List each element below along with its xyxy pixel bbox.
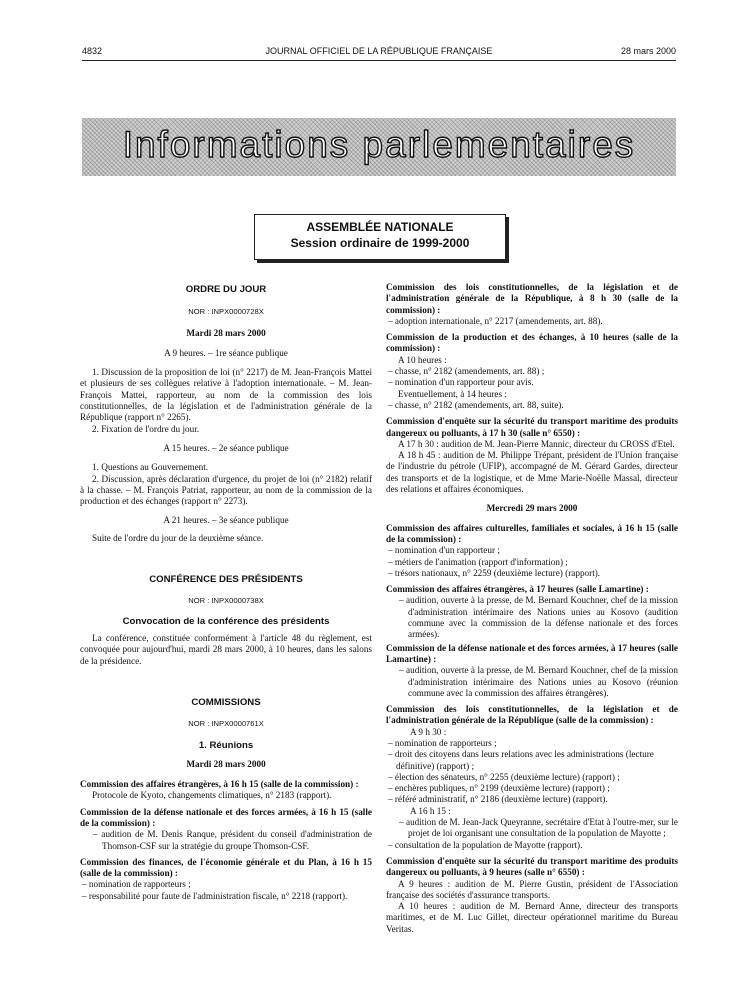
lois-item: – adoption internationale, n° 2217 (amendements, art. 88). bbox=[388, 315, 603, 326]
ordre-nor: NOR : INPX0000728X bbox=[188, 307, 264, 317]
running-header bbox=[82, 46, 676, 60]
session-name: Session ordinaire de 1999-2000 bbox=[290, 236, 470, 250]
lois-title: Commission des lois constitutionnelles, de la législation et de l'administration générale de la République, à 8 h 30 (salle de la commission) : bbox=[386, 282, 678, 315]
culturelles-item-2: – métiers de l'animation (rapport d'information) ; bbox=[388, 556, 568, 567]
reunions-heading: 1. Réunions bbox=[198, 740, 254, 752]
commissions-date: Mardi 28 mars 2000 bbox=[186, 758, 266, 769]
finances-title: Commission des finances, de l'économie générale et du Plan, à 16 h 15 (salle de la commission) : bbox=[80, 856, 372, 879]
production-time-1: A 10 heures : bbox=[398, 354, 447, 365]
conference-nor: NOR : INPX0000738X bbox=[188, 596, 264, 606]
lois2-title: Commission des lois constitutionnelles, de la législation et de l'administration générale de la République (salle de la commission) : bbox=[386, 704, 678, 726]
left-column bbox=[80, 282, 372, 902]
lois2-item-2: – droit des citoyens dans leurs relations avec les administrations (lecture définitive) (rapport) ; bbox=[388, 749, 654, 771]
etrangeres-item: Protocole de Kyoto, changements climatiques, n° 2183 (rapport). bbox=[92, 790, 332, 801]
lois2-time-1: A 9 h 30 : bbox=[410, 726, 447, 737]
ordre-item-4: 2. Discussion, après déclaration d'urgence, du projet de loi (n° 2182) relatif à la chasse. – M. François Patriat, rapporteur, au nom de la commission de la production et des échanges (rapport n° 2273). bbox=[80, 473, 372, 507]
seance-1: A 9 heures. – 1re séance publique bbox=[164, 347, 288, 358]
enquete2-title: Commission d'enquête sur la sécurité du transport maritime des produits dangereux ou polluants, à 9 heures (salle n° 6550) : bbox=[386, 855, 678, 878]
ordre-date: Mardi 28 mars 2000 bbox=[186, 327, 266, 338]
ordre-item-3: 1. Questions au Gouvernement. bbox=[92, 462, 209, 473]
journal-title: JOURNAL OFFICIEL DE LA RÉPUBLIQUE FRANÇAISE bbox=[265, 46, 493, 56]
enquete2-p2: A 10 heures : audition de M. Bernard Anne, directeur des transports maritimes, et de M. Luc Gillet, directeur opérationnel maritime du Bureau Veritas. bbox=[386, 901, 678, 934]
lois2-item-4: – enchères publiques, n° 2199 (deuxième lecture) (rapport) ; bbox=[388, 783, 610, 794]
seance-3: A 21 heures. – 3e séance publique bbox=[163, 515, 289, 526]
page-number: 4832 bbox=[82, 46, 103, 56]
ordre-title: ORDRE DU JOUR bbox=[185, 284, 267, 295]
defense2-title: Commission de la défense nationale et des forces armées, à 17 heures (salle Lamartine) : bbox=[386, 642, 678, 664]
etrangeres2-title: Commission des affaires étrangères, à 17 heures (salle Lamartine) : bbox=[386, 584, 649, 595]
commissions-nor: NOR : INPX0000761X bbox=[188, 719, 264, 729]
production-item-3: – chasse, n° 2182 (amendements, art. 88, suite). bbox=[388, 399, 564, 410]
section-banner bbox=[82, 118, 676, 176]
etrangeres2-item: – audition, ouverte à la presse, de M. Bernard Kouchner, chef de la mission d'administration intérimaire des Nations unies au Kosovo (audition commune avec la commission de la défense nationale et des forces armées). bbox=[399, 595, 678, 640]
assembly-name: ASSEMBLÉE NATIONALE bbox=[306, 220, 454, 234]
production-item-1: – chasse, n° 2182 (amendements, art. 88) ; bbox=[388, 366, 545, 377]
enquete1-p1: A 17 h 30 : audition de M. Jean-Pierre Mannic, directeur du CROSS d'Etel. bbox=[398, 438, 675, 449]
issue-date: 28 mars 2000 bbox=[620, 46, 676, 56]
ordre-item-5: Suite de l'ordre du jour de la deuxième séance. bbox=[92, 532, 264, 543]
seance-2: A 15 heures. – 2e séance publique bbox=[163, 442, 289, 453]
header-rule bbox=[82, 60, 676, 61]
conference-subtitle: Convocation de la conférence des présidents bbox=[122, 615, 330, 627]
lois2-item-6: – audition de M. Jean-Jack Queyranne, secrétaire d'Etat à l'outre-mer, sur le projet de loi organisant une consultation de la population de Mayotte ; bbox=[399, 817, 678, 839]
lois2-item-7: – consultation de la population de Mayotte (rapport). bbox=[388, 839, 583, 850]
defense-title: Commission de la défense nationale et des forces armées, à 16 h 15 (salle de la commission) : bbox=[80, 806, 372, 828]
conference-title: CONFÉRENCE DES PRÉSIDENTS bbox=[149, 574, 303, 586]
enquete1-title: Commission d'enquête sur la sécurité du transport maritime des produits dangereux ou polluants, à 17 h 30 (salle n° 6550) : bbox=[386, 416, 678, 438]
production-item-2: – nomination d'un rapporteur pour avis. bbox=[388, 377, 534, 388]
lois2-time-2: A 16 h 15 : bbox=[410, 805, 451, 816]
culturelles-title: Commission des affaires culturelles, familiales et sociales, à 16 h 15 (salle de la commission) : bbox=[386, 522, 678, 544]
lois2-item-5: – référé administratif, n° 2186 (deuxième lecture) (rapport). bbox=[388, 794, 608, 805]
finances-item-2: – responsabilité pour faute de l'administration fiscale, n° 2218 (rapport). bbox=[82, 890, 348, 901]
defense-item: – audition de M. Denis Ranque, président du conseil d'administration de Thomson-CSF sur la stratégie du groupe Thomson-CSF. bbox=[93, 829, 372, 851]
session-box bbox=[254, 214, 506, 260]
enquete2-p1: A 9 heures : audition de M. Pierre Gustin, président de l'Association française des sociétés d'assurance transports. bbox=[386, 878, 678, 900]
lois2-item-1: – nomination de rapporteurs ; bbox=[388, 737, 497, 748]
production-time-2: Eventuellement, à 14 heures : bbox=[398, 388, 507, 399]
conference-text: La conférence, constituée conformément à l'article 48 du règlement, est convoquée pour aujourd'hui, mardi 28 mars 2000, à 10 heures, dans les salons de la présidence. bbox=[80, 632, 372, 666]
banner-title: Informations parlementaires bbox=[122, 124, 636, 165]
finances-item-1: – nomination de rapporteurs ; bbox=[82, 879, 191, 890]
enquete1-p2: A 18 h 45 : audition de M. Philippe Trépant, président de l'Union française de l'industrie du pétrole (UFIP), accompagné de M. Gérard Gardes, directeur des transports et de la logistique, et de Mme Marie-Noëlle Massal, directeur des relations et affaires économiques. bbox=[386, 450, 678, 495]
culturelles-item-3: – trésors nationaux, n° 2259 (deuxième lecture) (rapport). bbox=[388, 567, 601, 578]
ordre-item-1: 1. Discussion de la proposition de loi (n° 2217) de M. Jean-François Mattei et plusieurs de ses collègues relative à l'adoption internationale. – M. Jean-François Mattei, rapporteur, au nom de la commission des lois constitutionnelles, de la législation et de l'administration générale de la République (rapport n° 2265). bbox=[80, 367, 372, 423]
etrangeres-title: Commission des affaires étrangères, à 16 h 15 (salle de la commission) : bbox=[80, 779, 359, 790]
production-title: Commission de la production et des échanges, à 10 heures (salle de la commission) : bbox=[386, 332, 678, 354]
date-mercredi: Mercredi 29 mars 2000 bbox=[486, 503, 578, 514]
lois2-item-3: – élection des sénateurs, n° 2255 (deuxième lecture) (rapport) ; bbox=[388, 771, 620, 782]
ordre-item-2: 2. Fixation de l'ordre du jour. bbox=[92, 423, 200, 434]
commissions-title: COMMISSIONS bbox=[191, 696, 261, 708]
defense2-item: – audition, ouverte à la presse, de M. Bernard Kouchner, chef de la mission d'administration intérimaire des Nations unies au Kosovo (réunion commune avec la commission des affaires étrangères). bbox=[399, 665, 678, 698]
right-column bbox=[386, 282, 678, 935]
culturelles-item-1: – nomination d'un rapporteur ; bbox=[388, 545, 500, 556]
